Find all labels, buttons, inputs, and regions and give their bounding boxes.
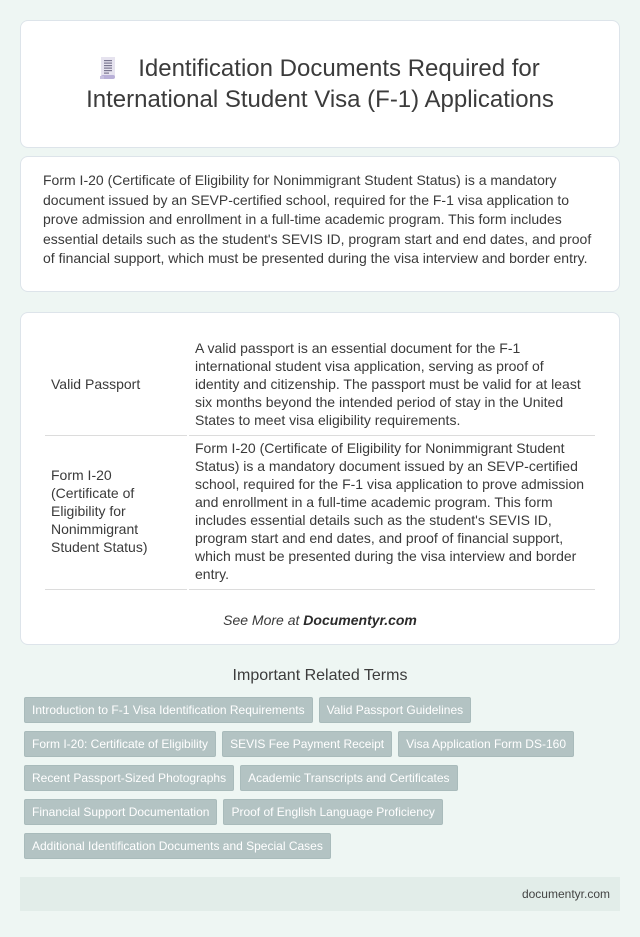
document-icon — [100, 56, 116, 78]
see-more-prefix: See More at — [223, 611, 304, 628]
related-term-tag[interactable]: Recent Passport-Sized Photographs — [24, 765, 234, 791]
related-term-tag[interactable]: Form I-20: Certificate of Eligibility — [24, 731, 216, 757]
footer-site-link[interactable]: documentyr.com — [521, 886, 610, 901]
page-title-text: Identification Documents Required for International Student Visa (F-1) Applications — [86, 55, 554, 113]
related-terms-list — [20, 697, 620, 859]
header-card — [20, 20, 620, 148]
related-term-tag[interactable]: SEVIS Fee Payment Receipt — [222, 731, 392, 757]
table-row — [45, 436, 595, 590]
related-terms-heading: Important Related Terms — [232, 666, 408, 684]
related-term-tag[interactable]: Visa Application Form DS-160 — [398, 731, 574, 757]
related-term-tag[interactable]: Financial Support Documentation — [24, 799, 217, 825]
table-row — [45, 335, 595, 436]
related-term-tag[interactable]: Valid Passport Guidelines — [319, 697, 472, 723]
table-description-cell: A valid passport is an essential document for the F-1 international student visa application, serving as proof of identity and citizenship. The passport must be valid for at least six months beyond the intended period of stay in the United States to meet visa eligibility requirements. — [189, 335, 595, 436]
see-more-link[interactable]: Documentyr.com — [303, 611, 417, 628]
related-term-tag[interactable]: Additional Identification Documents and Special Cases — [24, 833, 331, 859]
table-term-cell: Valid Passport — [45, 335, 187, 436]
table-description-cell: Form I-20 (Certificate of Eligibility for Nonimmigrant Student Status) is a mandatory document issued by an SEVP-certified school, required for the F-1 visa application to prove admission and enrollment in a full-time academic program. This form includes essential details such as the student's SEVIS ID, program start and end dates, and proof of financial support, which must be presented during the visa interview and border entry. — [189, 436, 595, 590]
table-term-cell: Form I-20 (Certificate of Eligibility for Nonimmigrant Student Status) — [45, 436, 187, 590]
footer — [20, 877, 620, 911]
related-term-tag[interactable]: Introduction to F-1 Visa Identification Requirements — [24, 697, 313, 723]
related-term-tag[interactable]: Proof of English Language Proficiency — [223, 799, 442, 825]
intro-card — [20, 156, 620, 292]
documents-table — [43, 335, 597, 590]
related-term-tag[interactable]: Academic Transcripts and Certificates — [240, 765, 457, 791]
see-more — [43, 612, 597, 628]
intro-text: Form I-20 (Certificate of Eligibility for Nonimmigrant Student Status) is a mandatory document issued by an SEVP-certified school, required for the F-1 visa application to prove admission and enrollment in a full-time academic program. This form includes essential details such as the student's SEVIS ID, program start and end dates, and proof of financial support, which must be presented during the visa interview and border entry. — [43, 172, 592, 266]
documents-table-card — [20, 312, 620, 645]
page-title — [51, 53, 589, 115]
